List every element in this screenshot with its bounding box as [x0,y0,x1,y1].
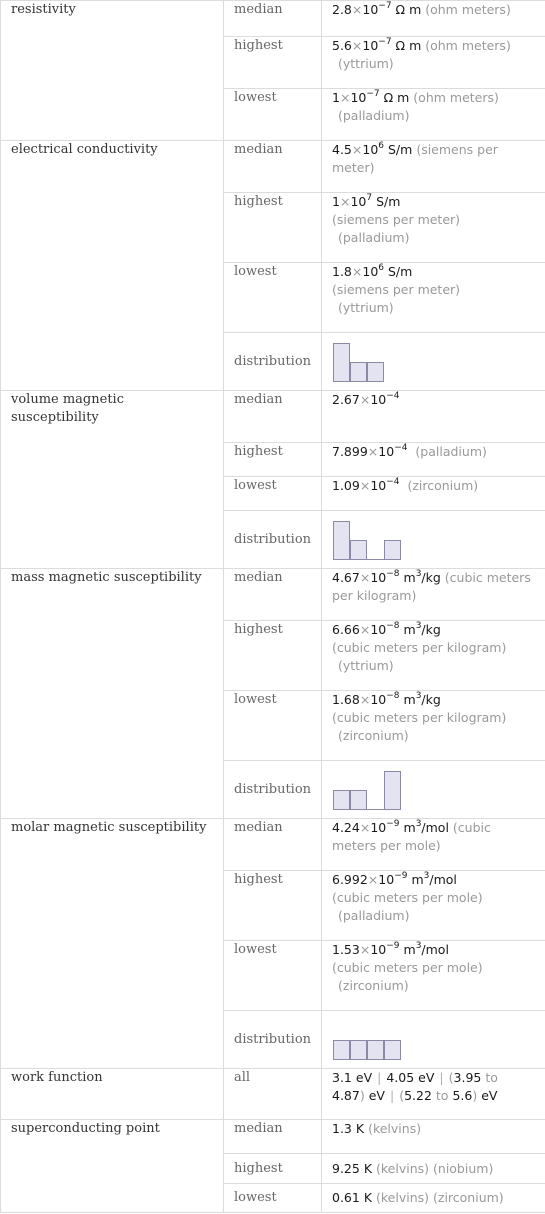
property-name: molar magnetic susceptibility [1,819,224,1069]
row-label: median [224,141,322,193]
property-name: volume magnetic susceptibility [1,391,224,569]
distribution-histogram [322,333,545,391]
property-value: $1\times 10^7$ S/m (siemens per meter) (palladium) [322,193,545,263]
row-label: distribution [224,511,322,569]
histogram-bar [334,521,350,559]
row-label: all [224,1069,322,1120]
row-label: highest [224,1154,322,1184]
row-label: highest [224,621,322,691]
property-value: $6.992\times 10^{-9}$ $m^3$/mol (cubic meters per mole) (palladium) [322,871,545,941]
property-name: superconducting point [1,1120,224,1213]
property-value: 9.25 K (kelvins) (niobium) [322,1154,545,1184]
row-label: median [224,391,322,443]
property-value: $1.09\times 10^{-4}$ (zirconium) [322,477,545,511]
histogram-bar [351,1040,367,1059]
distribution-histogram [322,761,545,819]
row-label: median [224,1,322,37]
histogram-bar [368,1040,384,1059]
property-value: $1.8\times 10^6$ S/m (siemens per meter) (yttrium) [322,263,545,333]
histogram-bar [385,540,401,559]
property-value: $6.66\times 10^{-8}$ $m^3/kg$ (cubic meters per kilogram) (yttrium) [322,621,545,691]
property-name: work function [1,1069,224,1120]
row-label: highest [224,443,322,477]
row-label: median [224,1120,322,1154]
histogram-bar [351,362,367,381]
property-name: mass magnetic susceptibility [1,569,224,819]
table-row [1,391,545,443]
row-label: median [224,819,322,871]
row-label: highest [224,193,322,263]
row-label: distribution [224,761,322,819]
row-label: lowest [224,941,322,1011]
table-row [1,141,545,193]
row-label: lowest [224,89,322,141]
property-value: $1.68\times 10^{-8}$ $m^3/kg$ (cubic meters per kilogram) (zirconium) [322,691,545,761]
table-row [1,819,545,871]
property-value: 1.3 K (kelvins) [322,1120,545,1154]
table-row [1,1069,545,1120]
property-value: $2.67\times 10^{-4}$ [322,391,545,443]
property-value: 3.1 eV | 4.05 eV | (3.95 to 4.87) eV | (5.22 to 5.6) eV [322,1069,545,1120]
row-label: highest [224,37,322,89]
row-label: lowest [224,477,322,511]
property-value: $4.24\times 10^{-9}$ $m^3$/mol (cubic meters per mole) [322,819,545,871]
property-name: electrical conductivity [1,141,224,391]
row-label: distribution [224,333,322,391]
histogram-bar [351,790,367,809]
row-label: median [224,569,322,621]
row-label: highest [224,871,322,941]
property-name: resistivity [1,1,224,141]
property-value: $2.8\times 10^{-7}$ Ω m (ohm meters) [322,1,545,37]
histogram-bar [334,1040,350,1059]
row-label: lowest [224,263,322,333]
property-value: $7.899\times 10^{-4}$ (palladium) [322,443,545,477]
histogram-bar [385,1040,401,1059]
property-value: $4.5\times 10^6$ S/m (siemens per meter) [322,141,545,193]
property-value: $1.53\times 10^{-9}$ $m^3$/mol (cubic meters per mole) (zirconium) [322,941,545,1011]
distribution-histogram [322,511,545,569]
table-row [1,569,545,621]
histogram-bar [334,343,350,381]
property-value: $1\times 10^{-7}$ Ω m (ohm meters) (palladium) [322,89,545,141]
histogram-bar [385,771,401,809]
row-label: distribution [224,1011,322,1069]
row-label: lowest [224,1184,322,1213]
table-row [1,1120,545,1154]
table-row [1,1,545,37]
property-value: 0.61 K (kelvins) (zirconium) [322,1184,545,1213]
histogram-bar [351,540,367,559]
property-value: $5.6\times 10^{-7}$ Ω m (ohm meters) (yttrium) [322,37,545,89]
property-value: $4.67\times 10^{-8}$ $m^3/kg$ (cubic meters per kilogram) [322,569,545,621]
histogram-bar [334,790,350,809]
distribution-histogram [322,1011,545,1069]
histogram-bar [368,362,384,381]
row-label: lowest [224,691,322,761]
